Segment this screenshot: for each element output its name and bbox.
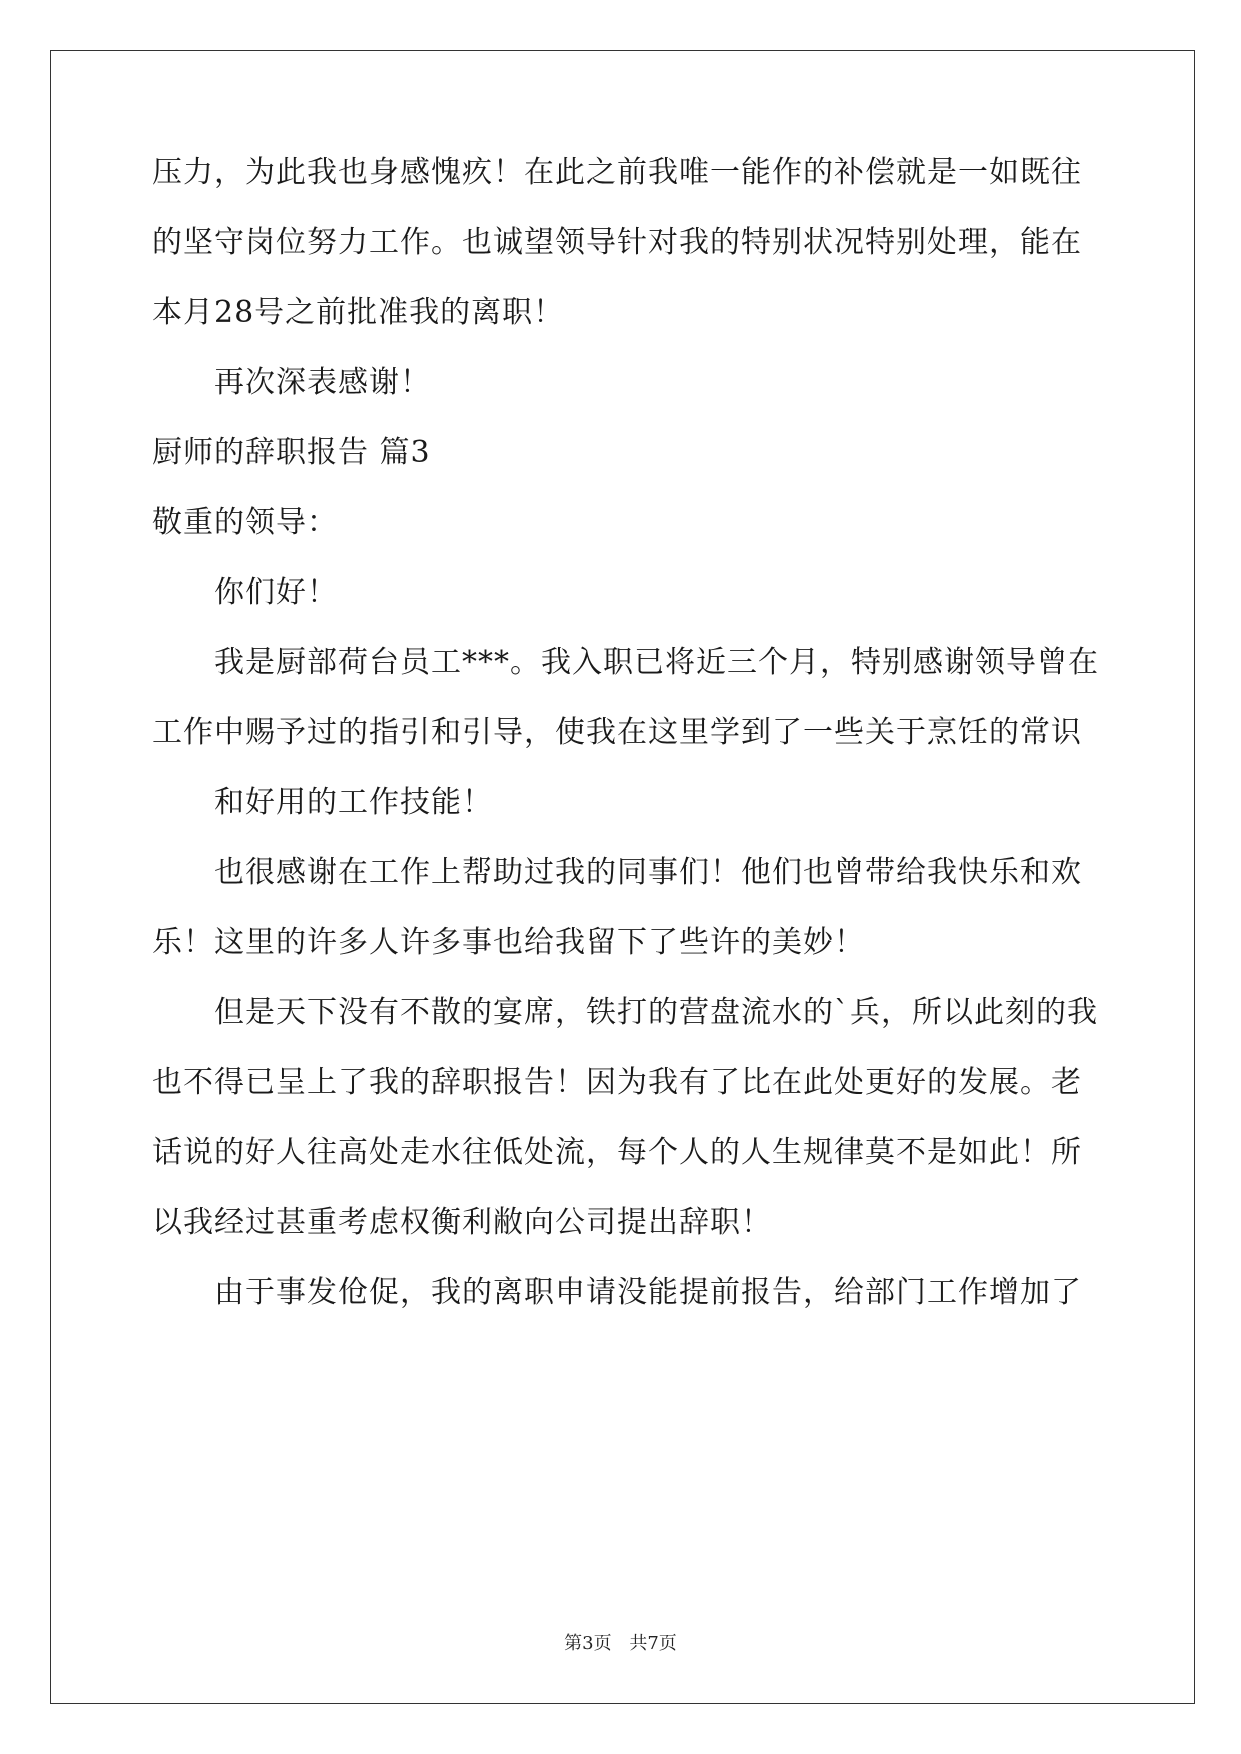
body-line-16: 以我经过甚重考虑权衡利敝向公司提出辞职！	[152, 1205, 772, 1240]
body-line-9: 工作中赐予过的指引和引导，使我在这里学到了一些关于烹饪的常识	[152, 715, 1082, 750]
body-line-3: 本月28号之前批准我的离职！	[152, 295, 565, 330]
salutation: 敬重的领导：	[152, 505, 338, 540]
greeting: 你们好！	[214, 575, 338, 610]
body-line-11: 也很感谢在工作上帮助过我的同事们！他们也曾带给我快乐和欢	[214, 855, 1082, 890]
body-line-2: 的坚守岗位努力工作。也诚望领导针对我的特别状况特别处理，能在	[152, 225, 1082, 260]
body-line-10: 和好用的工作技能！	[214, 785, 493, 820]
body-line-14: 也不得已呈上了我的辞职报告！因为我有了比在此处更好的发展。老	[152, 1065, 1082, 1100]
body-line-1: 压力，为此我也身感愧疚！在此之前我唯一能作的补偿就是一如既往	[152, 155, 1082, 190]
closing-thanks: 再次深表感谢！	[214, 365, 431, 400]
body-line-17: 由于事发伧促，我的离职申请没能提前报告，给部门工作增加了	[214, 1275, 1082, 1310]
body-line-15: 话说的好人往高处走水往低处流，每个人的人生规律莫不是如此！所	[152, 1135, 1082, 1170]
page-number: 第3页	[564, 1633, 612, 1654]
body-line-12: 乐！这里的许多人许多事也给我留下了些许的美妙！	[152, 925, 865, 960]
section-heading: 厨师的辞职报告 篇3	[152, 435, 431, 470]
page-footer	[0, 1632, 1241, 1656]
body-line-13: 但是天下没有不散的宴席，铁打的营盘流水的`兵，所以此刻的我	[214, 995, 1098, 1030]
body-line-8: 我是厨部荷台员工***。我入职已将近三个月，特别感谢领导曾在	[214, 645, 1099, 680]
page-total: 共7页	[629, 1633, 677, 1654]
